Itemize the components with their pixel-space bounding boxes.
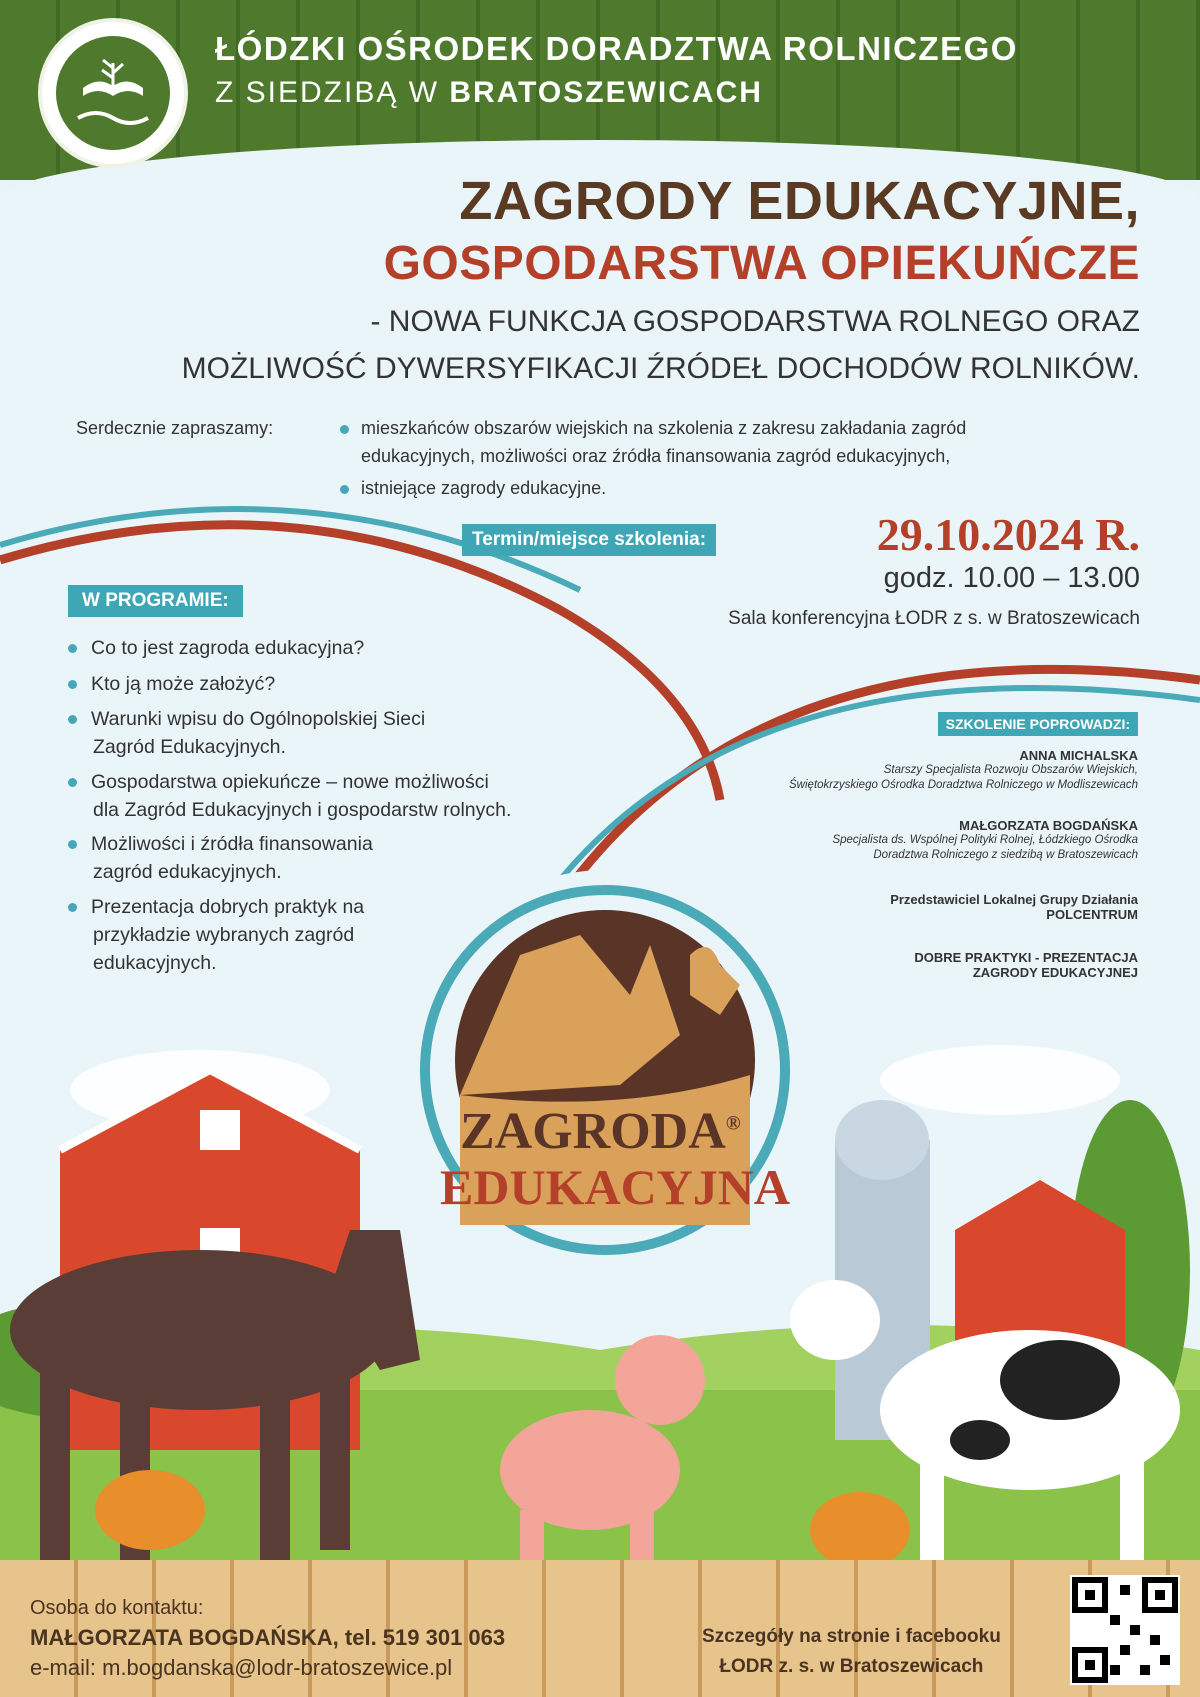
bullet-icon <box>68 680 77 689</box>
qr-code-icon[interactable] <box>1070 1575 1180 1685</box>
program-item-text: przykładzie wybranych zagród <box>93 924 355 946</box>
leader-role: Doradztwa Rolniczego z siedzibą w Bratoszewicach <box>873 849 1138 861</box>
program-item-text: zagród edukacyjnych. <box>93 861 282 883</box>
registered-mark: ® <box>725 1112 741 1135</box>
leader-name: DOBRE PRAKTYKI - PREZENTACJA <box>914 950 1138 965</box>
seat-place: BRATOSZEWICACH <box>449 76 763 109</box>
main-title-second: GOSPODARSTWA OPIEKUŃCZE <box>383 237 1140 290</box>
leader-org: POLCENTRUM <box>1046 907 1138 922</box>
program-item-text: Co to jest zagroda edukacyjna? <box>91 637 365 659</box>
subtitle-line2: MOŻLIWOŚĆ DYWERSYFIKACJI ŹRÓDEŁ DOCHODÓW ROLNIKÓW. <box>181 352 1140 385</box>
bullet-icon <box>68 840 77 849</box>
event-hours: godz. 10.00 – 13.00 <box>883 562 1140 594</box>
subtitle-line1: - NOWA FUNKCJA GOSPODARSTWA ROLNEGO ORAZ <box>370 305 1140 338</box>
bullet-icon <box>68 778 77 787</box>
contact-name-phone: MAŁGORZATA BOGDAŃSKA, tel. 519 301 063 <box>30 1625 506 1650</box>
bullet-icon <box>340 485 349 494</box>
leader-name: ANNA MICHALSKA <box>1019 748 1138 763</box>
invite-item-text: mieszkańców obszarów wiejskich na szkolenia z zakresu zakładania zagród <box>361 418 967 438</box>
invite-item <box>340 414 966 470</box>
badge-word1 <box>460 1102 741 1161</box>
bullet-icon <box>68 715 77 724</box>
program-item <box>68 634 364 662</box>
leaders-badge: SZKOLENIE POPROWADZI: <box>938 712 1138 736</box>
facebook-info-line: Szczegóły na stronie i facebooku <box>702 1626 1001 1647</box>
program-item-text: Zagród Edukacyjnych. <box>93 736 286 758</box>
contact-label: Osoba do kontaktu: <box>30 1597 204 1619</box>
bullet-icon <box>68 644 77 653</box>
event-date: 29.10.2024 R. <box>876 509 1140 560</box>
program-item <box>68 768 511 824</box>
leader-entry <box>890 892 1138 922</box>
contact-email[interactable]: e-mail: m.bogdanska@lodr-bratoszewice.pl <box>30 1655 453 1680</box>
leader-name: MAŁGORZATA BOGDAŃSKA <box>959 818 1138 833</box>
bullet-icon <box>68 903 77 912</box>
leader-role: Specjalista ds. Wspólnej Polityki Rolnej, Łódzkiego Ośrodka <box>832 834 1138 846</box>
program-item <box>68 670 275 698</box>
program-item <box>68 705 425 761</box>
leader-name: Przedstawiciel Lokalnej Grupy Działania <box>890 892 1138 907</box>
program-item <box>68 893 364 977</box>
facebook-info-line: ŁODR z. s. w Bratoszewicach <box>719 1656 984 1677</box>
program-badge: W PROGRAMIE: <box>68 585 243 617</box>
badge-word1-text: ZAGRODA <box>460 1103 726 1160</box>
program-item-text: Kto ją może założyć? <box>91 673 276 695</box>
invite-label: Serdecznie zapraszamy: <box>76 418 274 438</box>
badge-word2: EDUKACYJNA <box>440 1159 790 1215</box>
seat-prefix: Z SIEDZIBĄ W <box>215 76 450 109</box>
event-venue: Sala konferencyjna ŁODR z s. w Bratoszewicach <box>728 608 1140 629</box>
program-item-text: Gospodarstwa opiekuńcze – nowe możliwości <box>91 771 489 793</box>
leader-role: Starszy Specjalista Rozwoju Obszarów Wiejskich, <box>883 764 1138 776</box>
program-item-text: Warunki wpisu do Ogólnopolskiej Sieci <box>91 708 426 730</box>
program-item-text: Prezentacja dobrych praktyk na <box>91 896 365 918</box>
leader-entry <box>832 818 1138 863</box>
leader-entry <box>789 748 1138 793</box>
program-item <box>68 830 373 886</box>
facebook-info <box>702 1622 1001 1682</box>
leader-role: Świętokrzyskiego Ośrodka Doradztwa Rolniczego w Modliszewicach <box>789 779 1138 791</box>
bullet-icon <box>340 425 349 434</box>
main-title: ZAGRODY EDUKACYJNE, <box>459 171 1140 231</box>
cloud-icon <box>880 1045 1120 1115</box>
invite-item-text: edukacyjnych, możliwości oraz źródła finansowania zagród edukacyjnych, <box>361 446 951 466</box>
program-item-text: dla Zagród Edukacyjnych i gospodarstw rolnych. <box>93 799 512 821</box>
program-item-text: edukacyjnych. <box>93 952 217 974</box>
event-badge: Termin/miejsce szkolenia: <box>462 524 716 556</box>
invite-item <box>340 474 606 502</box>
organization-name: ŁÓDZKI OŚRODEK DORADZTWA ROLNICZEGO <box>215 30 1018 67</box>
leader-entry <box>914 950 1138 980</box>
invite-item-text: istniejące zagrody edukacyjne. <box>361 478 607 498</box>
leader-org: ZAGRODY EDUKACYJNEJ <box>972 965 1138 980</box>
program-item-text: Możliwości i źródła finansowania <box>91 833 373 855</box>
